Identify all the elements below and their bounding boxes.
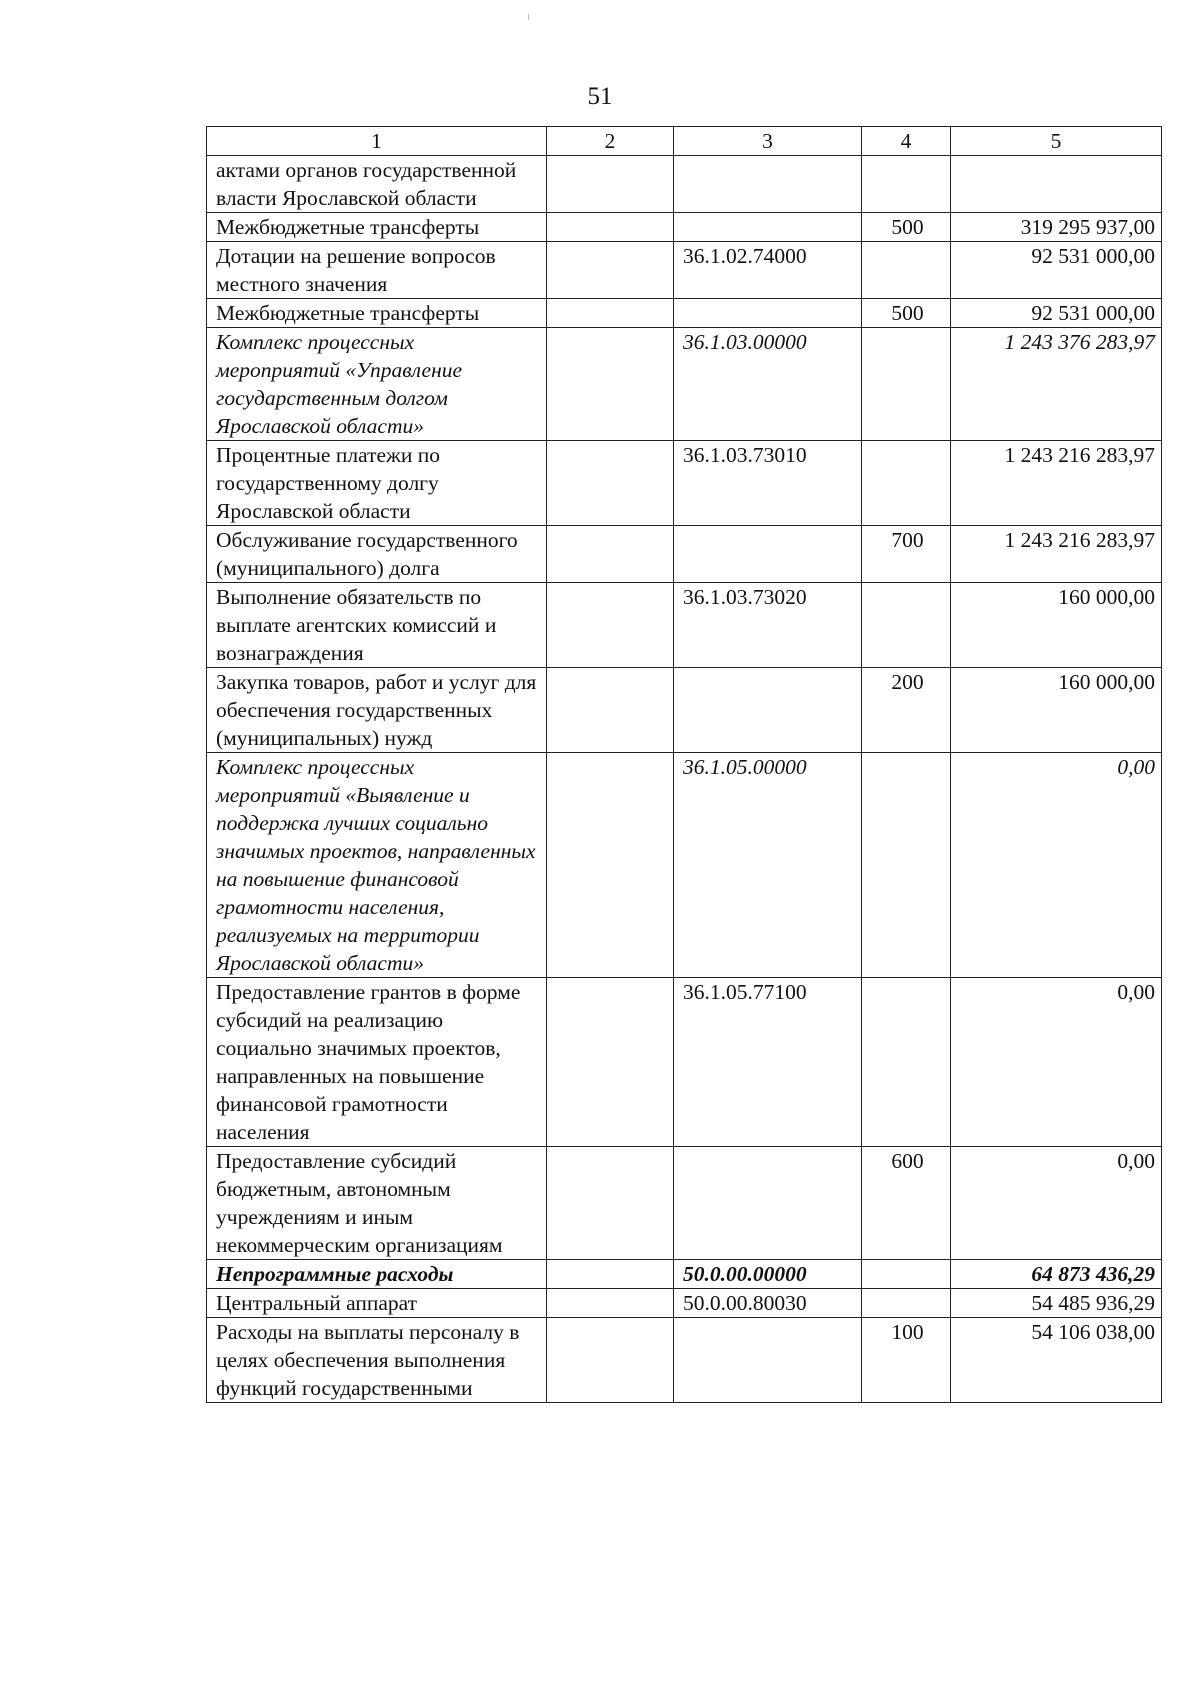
column-header-5: 5 bbox=[951, 127, 1162, 156]
row-expense-type-cell: 500 bbox=[862, 213, 951, 242]
row-name-cell: Предоставление грантов в форме субсидий на реализацию социально значимых проектов, направленных на повышение финансовой грамотности населения bbox=[207, 978, 547, 1147]
row-name-cell: Обслуживание государственного (муниципального) долга bbox=[207, 526, 547, 583]
table-row bbox=[207, 1318, 1162, 1403]
row-amount-cell: 0,00 bbox=[951, 978, 1162, 1147]
row-code-cell: 50.0.00.00000 bbox=[674, 1260, 862, 1289]
row-expense-type-cell: 500 bbox=[862, 299, 951, 328]
row-col2-cell bbox=[547, 328, 674, 441]
row-expense-type-cell: 600 bbox=[862, 1147, 951, 1260]
row-expense-type-cell bbox=[862, 441, 951, 526]
row-col2-cell bbox=[547, 1318, 674, 1403]
row-name-cell: Комплекс процессных мероприятий «Управление государственным долгом Ярославской области» bbox=[207, 328, 547, 441]
row-code-cell: 36.1.03.73010 bbox=[674, 441, 862, 526]
row-name-cell: Межбюджетные трансферты bbox=[207, 213, 547, 242]
row-amount-cell: 1 243 216 283,97 bbox=[951, 441, 1162, 526]
table-row bbox=[207, 753, 1162, 978]
column-header-2: 2 bbox=[547, 127, 674, 156]
table-header-row bbox=[207, 127, 1162, 156]
row-code-cell bbox=[674, 668, 862, 753]
row-expense-type-cell bbox=[862, 583, 951, 668]
row-name-cell: Процентные платежи по государственному долгу Ярославской области bbox=[207, 441, 547, 526]
row-name-cell: Дотации на решение вопросов местного значения bbox=[207, 242, 547, 299]
row-name-cell: Предоставление субсидий бюджетным, автономным учреждениям и иным некоммерческим организациям bbox=[207, 1147, 547, 1260]
row-col2-cell bbox=[547, 668, 674, 753]
row-amount-cell: 1 243 376 283,97 bbox=[951, 328, 1162, 441]
row-col2-cell bbox=[547, 1260, 674, 1289]
row-col2-cell bbox=[547, 299, 674, 328]
table-row bbox=[207, 299, 1162, 328]
table-row bbox=[207, 583, 1162, 668]
row-col2-cell bbox=[547, 1147, 674, 1260]
table-row bbox=[207, 441, 1162, 526]
row-expense-type-cell: 200 bbox=[862, 668, 951, 753]
row-expense-type-cell bbox=[862, 242, 951, 299]
row-amount-cell: 1 243 216 283,97 bbox=[951, 526, 1162, 583]
row-amount-cell: 0,00 bbox=[951, 753, 1162, 978]
row-name-cell: Непрограммные расходы bbox=[207, 1260, 547, 1289]
row-amount-cell: 64 873 436,29 bbox=[951, 1260, 1162, 1289]
row-expense-type-cell bbox=[862, 1289, 951, 1318]
row-col2-cell bbox=[547, 441, 674, 526]
row-code-cell: 36.1.03.00000 bbox=[674, 328, 862, 441]
row-amount-cell: 0,00 bbox=[951, 1147, 1162, 1260]
row-expense-type-cell bbox=[862, 978, 951, 1147]
row-amount-cell: 160 000,00 bbox=[951, 668, 1162, 753]
column-header-4: 4 bbox=[862, 127, 951, 156]
row-expense-type-cell bbox=[862, 753, 951, 978]
row-col2-cell bbox=[547, 156, 674, 213]
row-expense-type-cell: 100 bbox=[862, 1318, 951, 1403]
table-row bbox=[207, 978, 1162, 1147]
row-amount-cell: 160 000,00 bbox=[951, 583, 1162, 668]
row-code-cell bbox=[674, 213, 862, 242]
row-code-cell: 50.0.00.80030 bbox=[674, 1289, 862, 1318]
table-body bbox=[207, 156, 1162, 1403]
scan-artifact bbox=[528, 14, 529, 20]
row-code-cell bbox=[674, 526, 862, 583]
row-code-cell bbox=[674, 299, 862, 328]
row-code-cell bbox=[674, 156, 862, 213]
row-amount-cell: 54 485 936,29 bbox=[951, 1289, 1162, 1318]
row-col2-cell bbox=[547, 242, 674, 299]
table-row bbox=[207, 156, 1162, 213]
row-name-cell: актами органов государственной власти Ярославской области bbox=[207, 156, 547, 213]
row-amount-cell bbox=[951, 156, 1162, 213]
row-col2-cell bbox=[547, 583, 674, 668]
row-name-cell: Комплекс процессных мероприятий «Выявление и поддержка лучших социально значимых проектов, направленных на повышение финансовой грамотности населения, реализуемых на территории Ярославской области» bbox=[207, 753, 547, 978]
page-number: 51 bbox=[587, 83, 613, 110]
row-code-cell: 36.1.05.00000 bbox=[674, 753, 862, 978]
row-code-cell bbox=[674, 1318, 862, 1403]
table-row bbox=[207, 526, 1162, 583]
row-amount-cell: 54 106 038,00 bbox=[951, 1318, 1162, 1403]
row-col2-cell bbox=[547, 213, 674, 242]
row-col2-cell bbox=[547, 753, 674, 978]
row-amount-cell: 92 531 000,00 bbox=[951, 242, 1162, 299]
row-code-cell: 36.1.02.74000 bbox=[674, 242, 862, 299]
row-expense-type-cell bbox=[862, 1260, 951, 1289]
column-header-3: 3 bbox=[674, 127, 862, 156]
table-row bbox=[207, 1147, 1162, 1260]
row-expense-type-cell bbox=[862, 328, 951, 441]
row-amount-cell: 92 531 000,00 bbox=[951, 299, 1162, 328]
row-name-cell: Выполнение обязательств по выплате агентских комиссий и вознаграждения bbox=[207, 583, 547, 668]
table-row bbox=[207, 242, 1162, 299]
row-col2-cell bbox=[547, 526, 674, 583]
row-amount-cell: 319 295 937,00 bbox=[951, 213, 1162, 242]
table-row bbox=[207, 668, 1162, 753]
column-header-1: 1 bbox=[207, 127, 547, 156]
row-expense-type-cell: 700 bbox=[862, 526, 951, 583]
row-code-cell: 36.1.03.73020 bbox=[674, 583, 862, 668]
row-col2-cell bbox=[547, 978, 674, 1147]
row-name-cell: Центральный аппарат bbox=[207, 1289, 547, 1318]
table-row bbox=[207, 328, 1162, 441]
table-row bbox=[207, 213, 1162, 242]
row-name-cell: Закупка товаров, работ и услуг для обеспечения государственных (муниципальных) нужд bbox=[207, 668, 547, 753]
budget-table bbox=[206, 126, 1162, 1403]
row-code-cell: 36.1.05.77100 bbox=[674, 978, 862, 1147]
row-name-cell: Межбюджетные трансферты bbox=[207, 299, 547, 328]
row-name-cell: Расходы на выплаты персоналу в целях обеспечения выполнения функций государственными bbox=[207, 1318, 547, 1403]
table-row bbox=[207, 1260, 1162, 1289]
row-code-cell bbox=[674, 1147, 862, 1260]
row-expense-type-cell bbox=[862, 156, 951, 213]
row-col2-cell bbox=[547, 1289, 674, 1318]
table-row bbox=[207, 1289, 1162, 1318]
